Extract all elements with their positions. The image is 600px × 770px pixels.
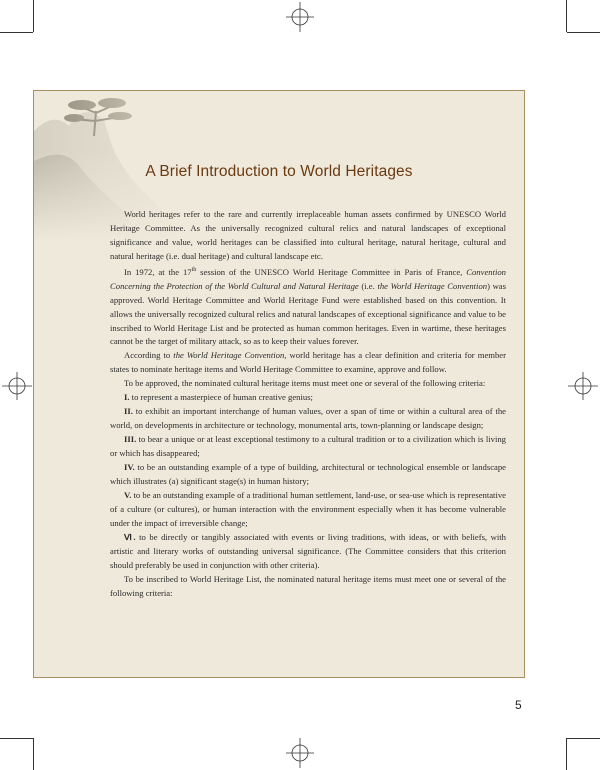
crop-mark (567, 738, 600, 739)
page-number: 5 (515, 698, 522, 712)
criterion-number: IV. (124, 462, 135, 473)
registration-mark-icon (568, 370, 598, 402)
crop-mark (33, 0, 34, 32)
criterion-item (110, 489, 506, 531)
paragraph-segment: , world heritage has a clear definition and criteria for member states to nominate heritage items and World Heritage Committee to examine, approve and follow. (110, 350, 507, 375)
criterion-item (110, 405, 506, 433)
registration-mark-icon (284, 2, 316, 32)
criterion-text: to be directly or tangibly associated with events or living traditions, with ideas, or with beliefs, with artistic and literary works of outstanding universal significance. (The Committee considers that this criterion should preferably be used in conjunction with other criteria). (110, 531, 506, 570)
crop-mark (0, 738, 33, 739)
crop-mark (567, 32, 600, 33)
criterion-number: Ⅵ. (124, 531, 136, 542)
convention-short-title: the World Heritage Convention (173, 350, 285, 361)
paragraph-segment: session of the UNESCO World Heritage Committee in Paris of France, (196, 266, 467, 277)
paragraph (110, 349, 506, 377)
criterion-item (110, 433, 506, 461)
crop-mark (566, 0, 567, 32)
paragraph-segment: (i.e. (358, 280, 378, 291)
convention-title: Convention Concerning the Protection of the World Cultural and Natural Heritage (110, 266, 506, 291)
paragraph-segment: According to (124, 350, 174, 361)
page-title: A Brief Introduction to World Heritages (145, 163, 413, 180)
criterion-item (110, 461, 506, 489)
criterion-number: V. (124, 489, 132, 500)
criterion-item (110, 391, 506, 405)
article-body (110, 208, 506, 601)
paragraph: To be inscribed to World Heritage List, the nominated natural heritage items must meet one or several of the following criteria: (110, 573, 506, 598)
criterion-text: to represent a masterpiece of human creative genius; (129, 392, 313, 403)
criterion-text: to bear a unique or at least exceptional testimony to a cultural tradition or to a civilization which is living or which has disappeared; (110, 434, 506, 459)
ordinal-suffix: th (191, 266, 197, 273)
crop-mark (33, 738, 34, 770)
criterion-number: III. (124, 434, 137, 445)
paragraph-segment: ) was approved. World Heritage Committee and World Heritage Fund were established based on this convention. It allows the universally recognized cultural relics and natural landscapes of exceptional significance and value to be inscribed to World Heritage List and be protected as human common heritages. Even in wartime, these heritages cannot be the target of military attack, so as to keep their values forever. (110, 280, 506, 347)
crop-mark (0, 32, 33, 33)
registration-mark-icon (2, 370, 32, 402)
criterion-number: I. (124, 392, 130, 403)
paragraph: World heritages refer to the rare and currently irreplaceable human assets confirmed by UNESCO World Heritage Committee. As the universally recognized cultural relics and natural landscapes of exceptional significance and value, world heritages can be classified into cultural heritage, natural heritage, cultural and natural heritage (i.e. dual heritage) and cultural landscape etc. (110, 209, 506, 261)
criterion-text: to be an outstanding example of a type of building, architectural or technological ensemble or landscape which illustrates (a) significant stage(s) in human history; (110, 462, 506, 486)
paragraph (110, 264, 506, 350)
paragraph: To be approved, the nominated cultural heritage items must meet one or several of the following criteria: (124, 378, 486, 389)
criterion-text: to exhibit an important interchange of human values, over a span of time or within a cultural area of the world, on developments in architecture or technology, monumental arts, town-planning or landscape design; (110, 406, 506, 431)
crop-mark (566, 738, 567, 770)
criterion-text: to be an outstanding example of a traditional human settlement, land-use, or sea-use which is representative of a culture (or cultures), or human interaction with the environment especially when it has become vulnerable under the impact of irreversible change; (110, 489, 506, 528)
criterion-item (110, 531, 506, 573)
paragraph-segment: In 1972, at the 17 (124, 266, 192, 277)
registration-mark-icon (284, 738, 316, 768)
content-panel (33, 90, 525, 678)
criterion-number: II. (124, 406, 133, 417)
convention-short-title: the World Heritage Convention (377, 280, 488, 291)
